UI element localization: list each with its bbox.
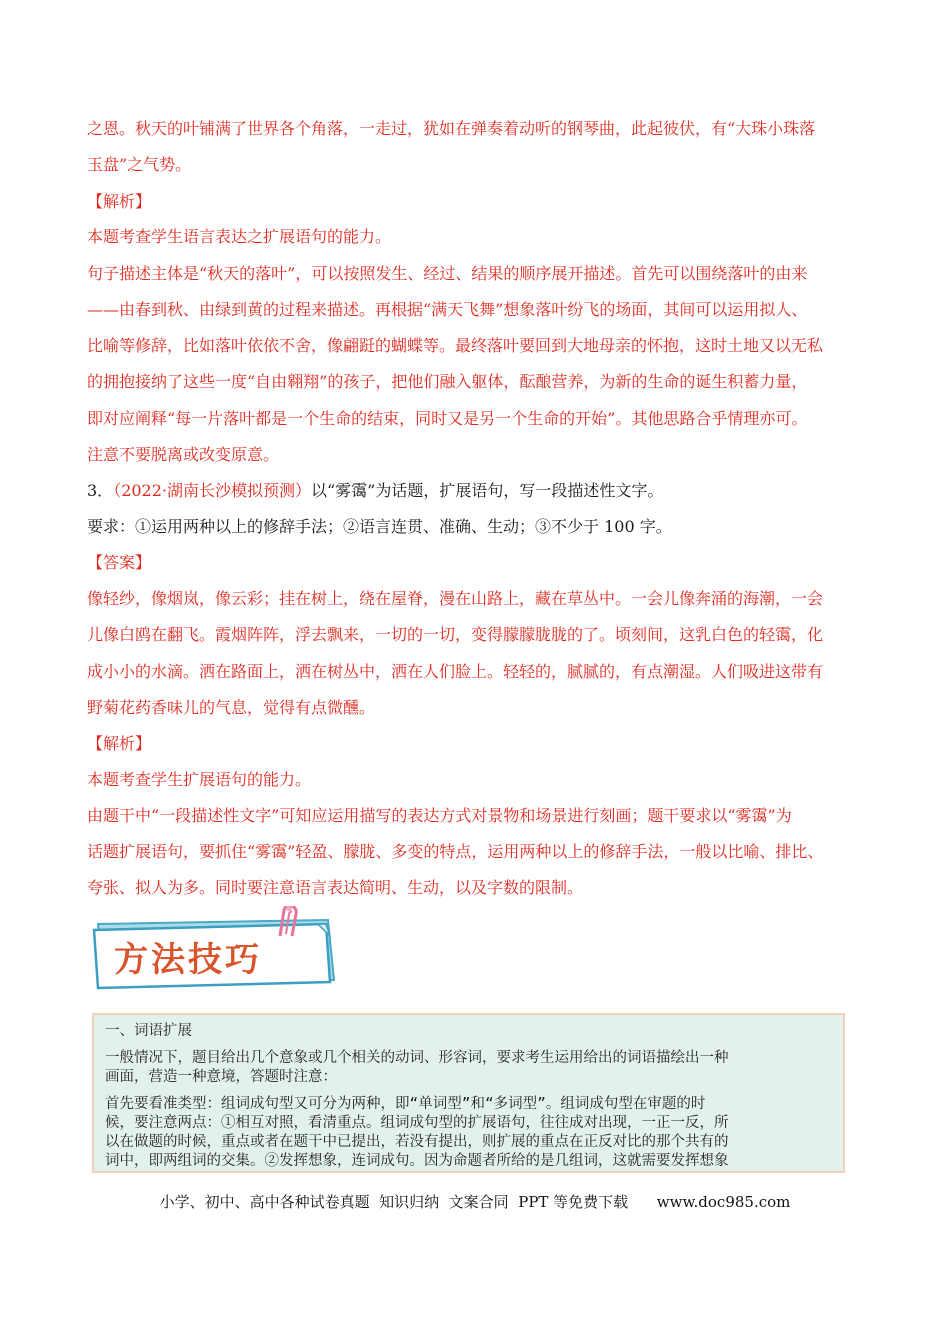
answer-heading: 【答案】 [87, 553, 152, 572]
question-source: （2022·湖南长沙模拟预测） [113, 481, 311, 500]
analysis-line: 注意不要脱离或改变原意。 [87, 445, 280, 464]
tips-line: 词中，即两组词的交集。②发挥想象，连词成句。因为命题者所给的是几组词，这就需要发挥想象 [105, 1153, 729, 1169]
analysis-line: 即对应阐释“每一片落叶都是一个生命的结束，同时又是另一个生命的开始”。其他思路合乎情理亦可。 [87, 409, 808, 428]
tips-line: 一般情况下，题目给出几个意象或几个相关的动词、形容词，要求考生运用给出的词语描绘出一种 [105, 1050, 729, 1066]
method-tips-box [92, 1013, 845, 1173]
tips-line: 候，要注意两点：①相互对照，看清重点。组词成句型的扩展语句，往往成对出现，一正一反，所 [105, 1115, 729, 1131]
answer-line: 之恩。秋天的叶铺满了世界各个角落，一走过，犹如在弹奏着动听的钢琴曲，此起彼伏，有“大珠小珠落 [87, 119, 816, 138]
answer-line: 玉盘”之气势。 [87, 155, 192, 174]
answer-line: 成小小的水滴。洒在路面上，洒在树丛中，洒在人们脸上。轻轻的，腻腻的，有点潮湿。人们吸进这带有 [87, 662, 824, 681]
analysis-line: 夸张、拟人为多。同时要注意语言表达简明、生动，以及字数的限制。 [87, 878, 584, 897]
tips-heading: 一、词语扩展 [105, 1023, 192, 1039]
analysis-line: 由题干中“一段描述性文字”可知应运用描写的表达方式对景物和场景进行刻画；题干要求以“雾霭”为 [87, 806, 792, 825]
page-footer: 小学、初中、高中各种试卷真题 知识归纳 文案合同 PPT 等免费下载 www.doc985.com [159, 1193, 791, 1211]
analysis-heading: 【解析】 [87, 192, 152, 211]
analysis-line: 的拥抱接纳了这些一度“自由翱翔”的孩子，把他们融入躯体，酝酿营养，为新的生命的诞生积蓄力量， [87, 372, 808, 391]
question-number: 3． [87, 481, 114, 500]
answer-line: 儿像白鸥在翻飞。霞烟阵阵，浮去飘来，一切的一切，变得朦朦胧胧的了。顷刻间，这乳白色的轻霭，化 [87, 625, 824, 644]
answer-line: 像轻纱，像烟岚，像云彩；挂在树上，绕在屋脊，漫在山路上，藏在草丛中。一会儿像奔涌的海潮，一会 [87, 589, 824, 608]
question-3 [87, 481, 663, 501]
method-tips-banner [92, 906, 342, 990]
analysis-line: 话题扩展语句，要抓住“雾霭”轻盈、朦胧、多变的特点，运用两种以上的修辞手法，一般以比喻、排比、 [87, 842, 824, 861]
analysis-line: ——由春到秋、由绿到黄的过程来描述。再根据“满天飞舞”想象落叶纷飞的场面，其间可以运用拟人、 [87, 300, 808, 319]
analysis-line: 比喻等修辞，比如落叶依依不舍，像翩跹的蝴蝶等。最终落叶要回到大地母亲的怀抱，这时土地又以无私 [87, 336, 824, 355]
tips-line: 以在做题的时候，重点或者在题干中已提出，若没有提出，则扩展的重点在正反对比的那个共有的 [105, 1134, 729, 1150]
answer-line: 野菊花药香味儿的气息，觉得有点微醺。 [87, 698, 376, 717]
banner-title: 方法技巧 [114, 940, 262, 980]
analysis-line: 句子描述主体是“秋天的落叶”，可以按照发生、经过、结果的顺序展开描述。首先可以围绕落叶的由来 [87, 264, 808, 283]
analysis-heading: 【解析】 [87, 734, 152, 753]
analysis-line: 本题考查学生扩展语句的能力。 [87, 770, 312, 789]
question-prompt: 以“雾霭”为话题，扩展语句，写一段描述性文字。 [311, 481, 664, 500]
question-requirement: 要求：①运用两种以上的修辞手法；②语言连贯、准确、生动；③不少于 100 字。 [87, 517, 672, 536]
tips-line: 首先要看准类型：组词成句型又可分为两种，即“单词型”和“多词型”。组词成句型在审题的时 [105, 1096, 706, 1112]
tips-line: 画面，营造一种意境，答题时注意： [105, 1069, 337, 1085]
analysis-line: 本题考查学生语言表达之扩展语句的能力。 [87, 227, 392, 246]
